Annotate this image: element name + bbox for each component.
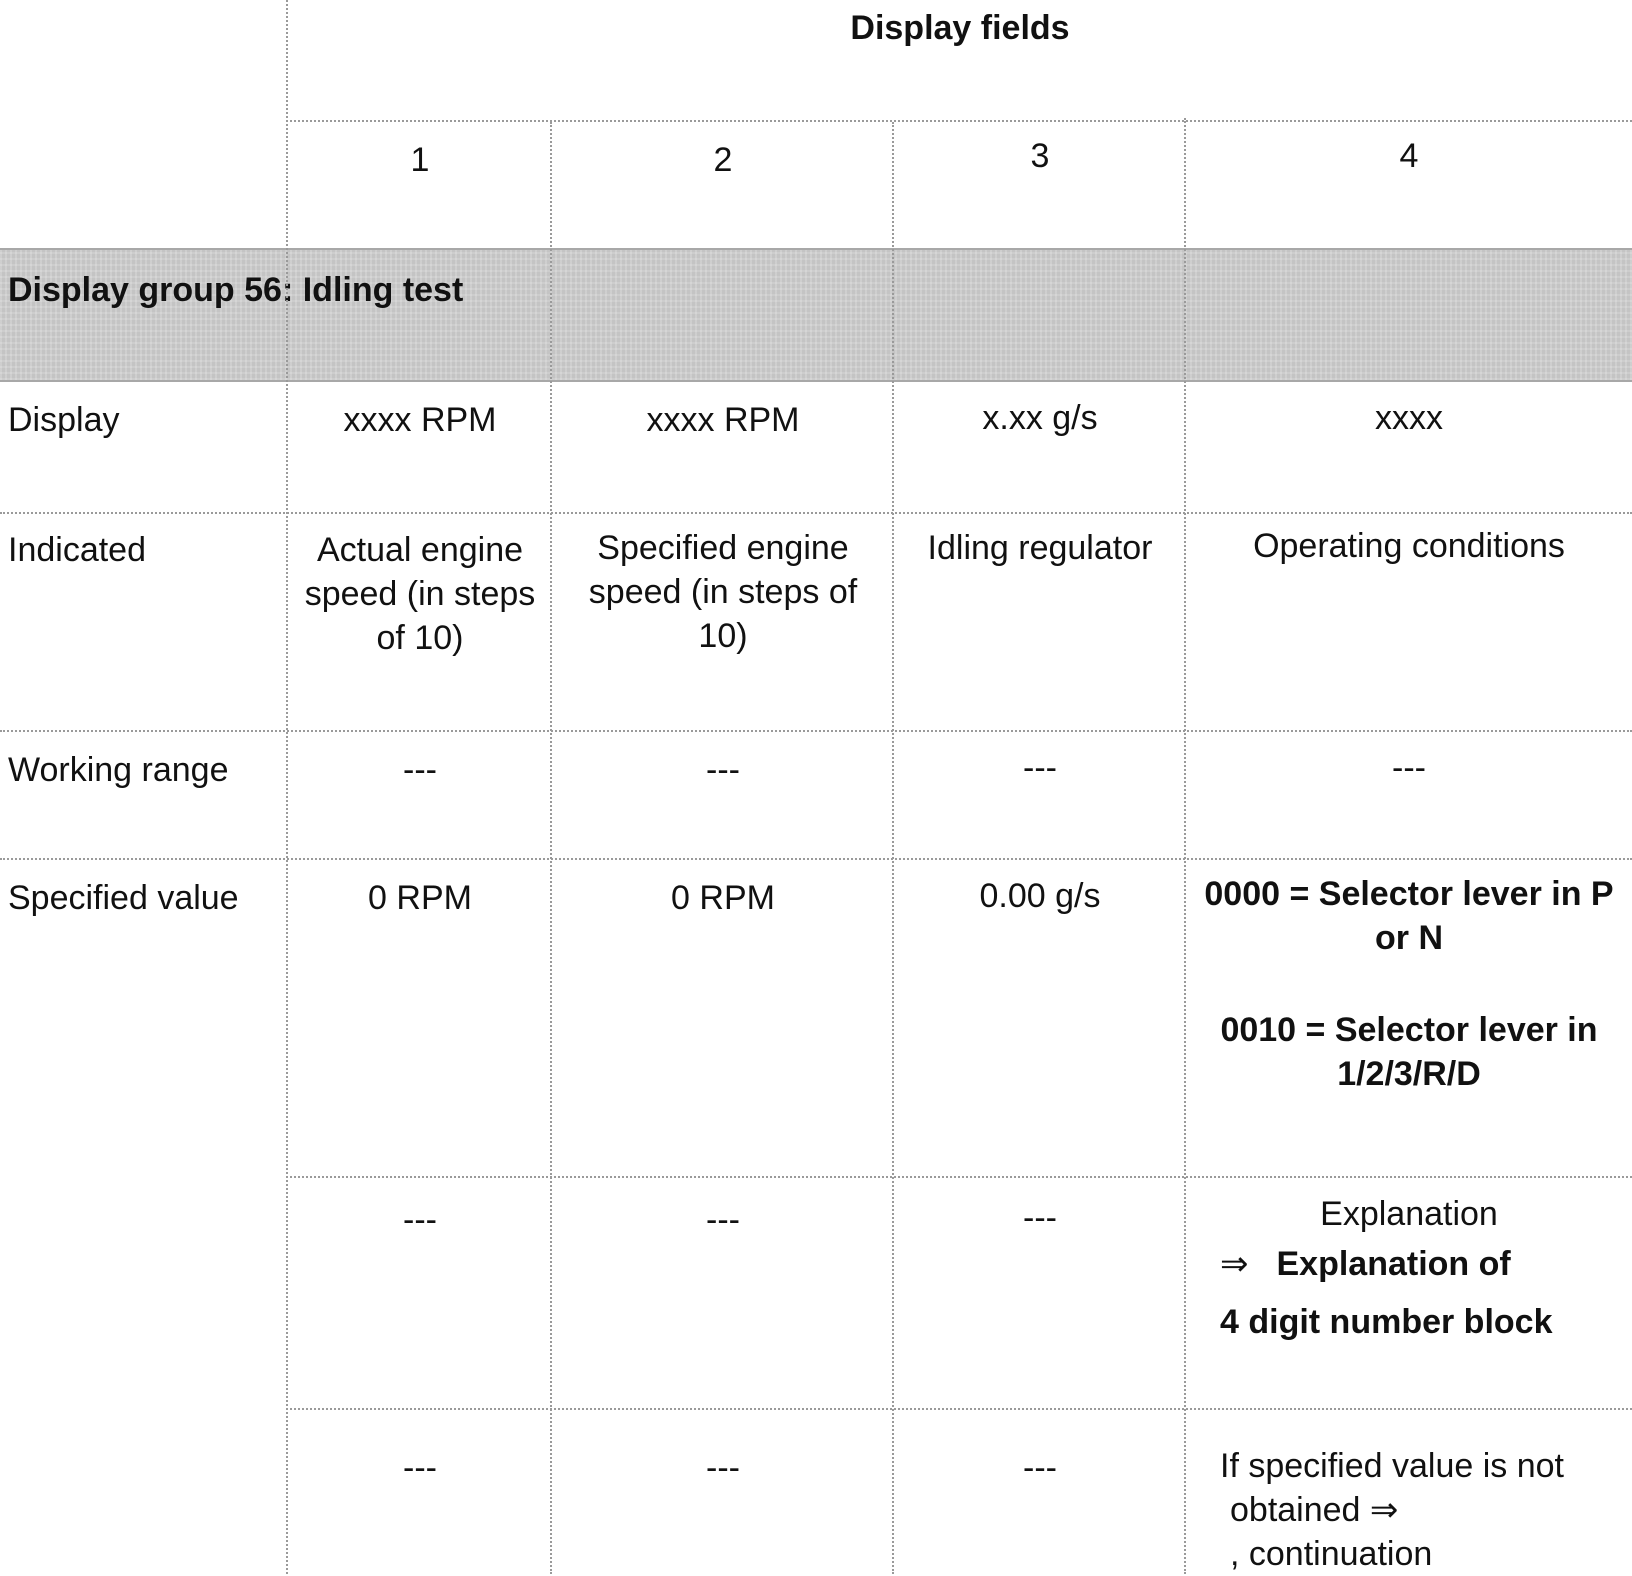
explanation-value-2: --- — [706, 1201, 740, 1239]
grid-hline-specified — [286, 1176, 1632, 1178]
specified-value-3: 0.00 g/s — [979, 877, 1101, 915]
grid-hline-display — [0, 512, 1632, 514]
row-label-display: Display — [8, 401, 120, 439]
specified-value-1: 0 RPM — [368, 879, 472, 917]
grid-hline-explanation — [286, 1408, 1632, 1410]
explanation-label: Explanation — [1320, 1195, 1498, 1233]
column-header-3: 3 — [1030, 137, 1050, 175]
display-value-2: xxxx RPM — [646, 401, 800, 439]
row-label-specified-value: Specified value — [8, 879, 239, 917]
explanation-value-1: --- — [403, 1201, 437, 1239]
display-value-4: xxxx — [1375, 399, 1443, 437]
working-range-value-4: --- — [1392, 749, 1426, 787]
column-header-1: 1 — [410, 141, 430, 179]
indicated-value-2: Specified engine speed (in steps of 10) — [588, 529, 858, 655]
not-obtained-link[interactable]: obtained ⇒ — [1230, 1491, 1399, 1529]
grid-hline-working-range — [0, 858, 1632, 860]
working-range-value-1: --- — [403, 751, 437, 789]
grid-vline-col3 — [1184, 118, 1186, 1574]
group-title: Display group 56: Idling test — [8, 271, 464, 309]
not-obtained-value-3: --- — [1023, 1449, 1057, 1487]
explanation-value-3: --- — [1023, 1199, 1057, 1237]
display-value-3: x.xx g/s — [982, 399, 1098, 437]
display-value-1: xxxx RPM — [343, 401, 497, 439]
specified-value-2: 0 RPM — [671, 879, 775, 917]
column-header-4: 4 — [1399, 137, 1419, 175]
indicated-value-1: Actual engine speed (in steps of 10) — [304, 531, 536, 657]
not-obtained-value-1: --- — [403, 1449, 437, 1487]
grid-hline-indicated — [0, 730, 1632, 732]
selector-drive-gears: 0010 = Selector lever in 1/2/3/R/D — [1220, 1011, 1598, 1093]
double-arrow-icon: ⇒ — [1220, 1245, 1249, 1283]
working-range-value-3: --- — [1023, 749, 1057, 787]
number-block-link[interactable]: 4 digit number block — [1220, 1303, 1553, 1341]
selector-p-or-n: 0000 = Selector lever in P or N — [1204, 875, 1614, 957]
working-range-value-2: --- — [706, 751, 740, 789]
indicated-value-3: Idling regulator — [927, 529, 1153, 567]
explanation-value-4 — [1186, 1192, 1632, 1344]
specified-value-4 — [1186, 872, 1632, 1096]
grid-vline-col1 — [550, 122, 552, 1574]
not-obtained-value-4 — [1220, 1444, 1632, 1576]
indicated-value-4: Operating conditions — [1253, 527, 1565, 565]
grid-hline-header — [286, 120, 1632, 122]
grid-vline-label — [286, 0, 288, 1574]
row-label-working-range: Working range — [8, 751, 229, 789]
column-header-2: 2 — [713, 141, 733, 179]
row-label-indicated: Indicated — [8, 531, 146, 569]
grid-vline-col2 — [892, 122, 894, 1574]
not-obtained-value-2: --- — [706, 1449, 740, 1487]
not-obtained-text-1: If specified value is not — [1220, 1447, 1564, 1485]
explanation-link[interactable] — [1186, 1242, 1632, 1286]
explanation-link-text: Explanation of — [1276, 1245, 1511, 1283]
display-fields-heading: Display fields — [850, 9, 1070, 47]
not-obtained-text-3: , continuation — [1230, 1535, 1433, 1573]
